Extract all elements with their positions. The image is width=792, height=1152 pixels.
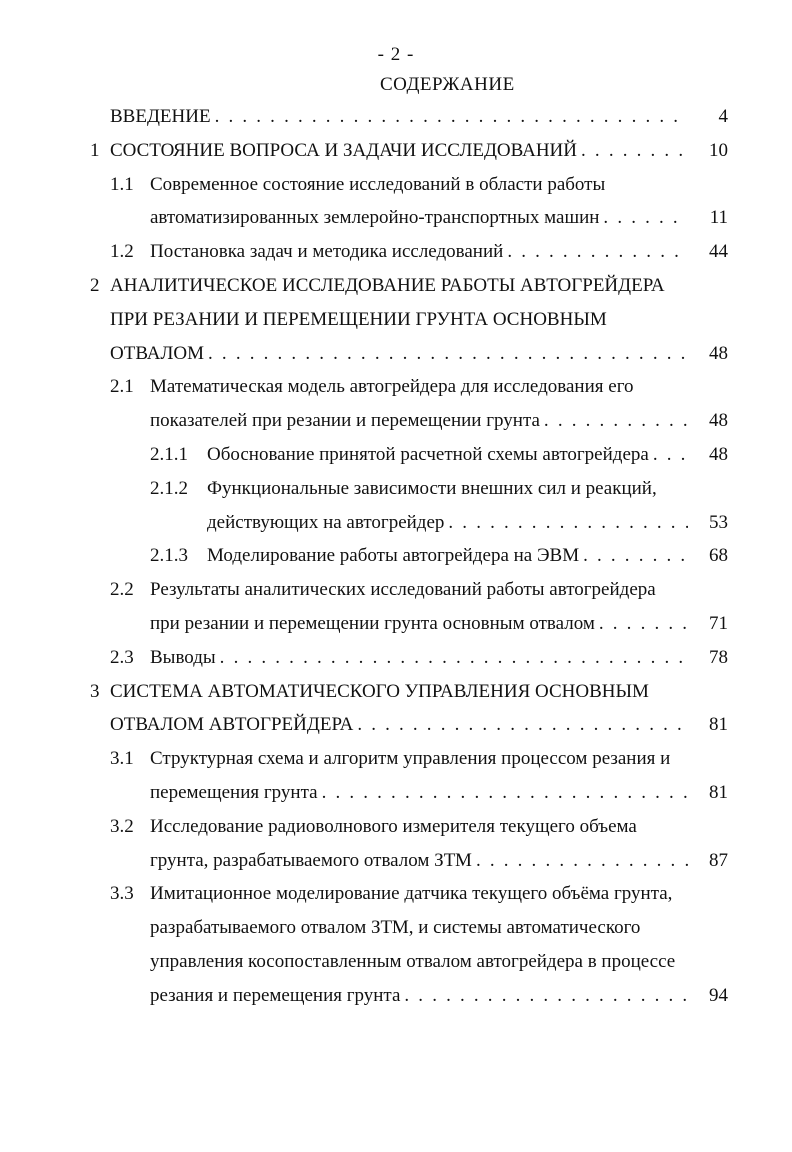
- toc-entry-number: 3.2: [110, 815, 134, 837]
- toc-entry-text: СОСТОЯНИЕ ВОПРОСА И ЗАДАЧИ ИССЛЕДОВАНИЙ: [110, 139, 578, 161]
- toc-entry-text: Моделирование работы автогрейдера на ЭВМ: [207, 545, 580, 567]
- toc-entry-line: [150, 951, 728, 973]
- toc-entry-text: действующих на автогрейдер: [207, 511, 445, 533]
- toc-entry-line: [207, 512, 728, 534]
- toc-entry-number: 3: [90, 680, 100, 702]
- dot-leader: [357, 714, 688, 736]
- toc-entry-text: Выводы: [150, 646, 216, 668]
- toc-entry-line: [207, 478, 728, 500]
- toc-entry-text: при резании и перемещении грунта основным отвалом: [150, 613, 595, 634]
- toc-entry-number: 3.1: [110, 748, 134, 770]
- dot-leader: [215, 106, 688, 128]
- toc-entry-line: [110, 106, 728, 128]
- toc-entry-line: [150, 850, 728, 872]
- toc-entry-line: [150, 647, 728, 669]
- dot-leader: [507, 241, 688, 263]
- toc-entry-line: [150, 917, 728, 939]
- dot-leader: [208, 343, 688, 365]
- toc-entry-text: Современное состояние исследований в области работы: [150, 173, 606, 195]
- toc-entry-text: Математическая модель автогрейдера для исследования его: [150, 376, 634, 398]
- toc-entry-line: [110, 343, 728, 365]
- toc-entry-page: 81: [709, 782, 728, 803]
- toc-entry-line: [207, 545, 728, 567]
- toc-entry-page: 53: [709, 511, 728, 533]
- toc-entry-number: 3.3: [110, 883, 134, 905]
- toc-entry-text: ОТВАЛОМ: [110, 342, 205, 364]
- toc-entry-page: 48: [709, 444, 728, 465]
- toc-entry-text: СИСТЕМА АВТОМАТИЧЕСКОГО УПРАВЛЕНИЯ ОСНОВНЫМ: [110, 680, 649, 702]
- toc-entry-number: 1.1: [110, 173, 134, 195]
- toc-entry-line: [150, 376, 728, 398]
- toc-entry-text: ОТВАЛОМ АВТОГРЕЙДЕРА: [110, 714, 354, 736]
- dot-leader: [544, 410, 688, 432]
- toc-entry-text: грунта, разрабатываемого отвалом ЗТМ: [150, 849, 472, 871]
- dot-leader: [603, 207, 688, 229]
- toc-entry-line: [150, 207, 728, 229]
- toc-entry-text: Имитационное моделирование датчика текущего объёма грунта,: [150, 883, 673, 905]
- toc-entry-text: Функциональные зависимости внешних сил и реакций,: [207, 477, 657, 499]
- toc-entry-number: 2.1.3: [150, 545, 188, 567]
- dot-leader: [653, 444, 688, 466]
- toc-entry-line: [110, 309, 728, 331]
- toc-entry-text: Обоснование принятой расчетной схемы автогрейдера: [207, 444, 649, 465]
- toc-entry-line: [110, 714, 728, 736]
- toc-entry-page: 81: [709, 714, 728, 736]
- dot-leader: [220, 647, 688, 669]
- dot-leader: [583, 545, 688, 567]
- toc-entry-number: 2: [90, 275, 100, 296]
- toc-title: СОДЕРЖАНИЕ: [380, 74, 515, 95]
- toc-entry-page: 68: [709, 545, 728, 567]
- toc-entry-text: разрабатываемого отвалом ЗТМ, и системы автоматического: [150, 917, 641, 939]
- dot-leader: [322, 782, 688, 804]
- toc-entry-text: ВВЕДЕНИЕ: [110, 106, 211, 127]
- toc-entry-text: перемещения грунта: [150, 782, 318, 803]
- toc-entry-number: 2.1: [110, 376, 134, 398]
- toc-entry-text: управления косопоставленным отвалом автогрейдера в процессе: [150, 951, 676, 972]
- toc-entry-line: [207, 444, 728, 466]
- toc-entry-line: [150, 985, 728, 1007]
- toc-entry-number: 1: [90, 139, 100, 161]
- toc-entry-page: 48: [709, 410, 728, 432]
- toc-entry-number: 2.1.1: [150, 444, 188, 465]
- toc-entry-page: 4: [718, 106, 728, 127]
- dot-leader: [581, 140, 688, 162]
- toc-entry-text: АНАЛИТИЧЕСКОЕ ИССЛЕДОВАНИЕ РАБОТЫ АВТОГРЕЙДЕРА: [110, 275, 665, 296]
- toc-entry-line: [110, 275, 728, 297]
- dot-leader: [476, 850, 688, 872]
- toc-entry-line: [150, 410, 728, 432]
- toc-entry-line: [150, 613, 728, 635]
- toc-entry-page: 48: [709, 342, 728, 364]
- toc-entry-line: [150, 782, 728, 804]
- toc-entry-page: 87: [709, 849, 728, 871]
- toc-entry-line: [150, 748, 728, 770]
- toc-entry-page: 94: [709, 984, 728, 1006]
- toc-entry-line: [110, 681, 728, 703]
- toc-entry-line: [150, 174, 728, 196]
- toc-entry-page: 71: [709, 613, 728, 634]
- toc-entry-text: Исследование радиоволнового измерителя текущего объема: [150, 815, 637, 837]
- toc-entry-text: показателей при резании и перемещении грунта: [150, 410, 540, 432]
- toc-entry-line: [150, 241, 728, 263]
- toc-entry-text: автоматизированных землеройно-транспортных машин: [150, 207, 600, 229]
- toc-entry-text: Структурная схема и алгоритм управления процессом резания и: [150, 748, 671, 770]
- dot-leader: [404, 985, 688, 1007]
- toc-entry-line: [110, 140, 728, 162]
- dot-leader: [599, 613, 688, 635]
- page-number: - 2 -: [377, 44, 415, 65]
- toc-entry-line: [150, 883, 728, 905]
- toc-entry-text: Результаты аналитических исследований работы автогрейдера: [150, 579, 656, 601]
- toc-entry-line: [150, 579, 728, 601]
- toc-entry-page: 78: [709, 646, 728, 668]
- toc-entry-text: резания и перемещения грунта: [150, 984, 401, 1006]
- toc-entry-number: 2.2: [110, 579, 134, 601]
- toc-entry-page: 11: [709, 207, 728, 229]
- toc-entry-number: 1.2: [110, 241, 134, 263]
- toc-entry-text: Постановка задач и методика исследований: [150, 241, 504, 263]
- dot-leader: [448, 512, 688, 534]
- toc-entry-line: [150, 816, 728, 838]
- toc-entry-number: 2.3: [110, 646, 134, 668]
- toc-entry-page: 44: [709, 241, 728, 263]
- toc-entry-number: 2.1.2: [150, 477, 188, 499]
- toc-entry-page: 10: [709, 139, 728, 161]
- toc-entry-text: ПРИ РЕЗАНИИ И ПЕРЕМЕЩЕНИИ ГРУНТА ОСНОВНЫМ: [110, 308, 607, 330]
